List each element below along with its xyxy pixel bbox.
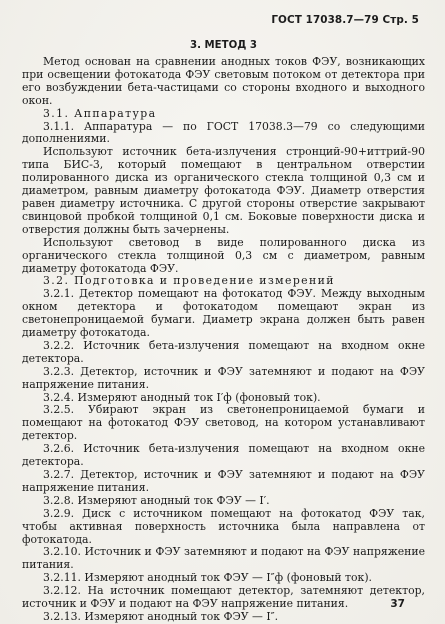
paragraph-3-2-3: 3.2.3. Детектор, источник и ФЭУ затемняют и подают на ФЭУ напряжение питания. [22,364,425,391]
paragraph-3-2-5: 3.2.5. Убирают экран из светонепроницаемой бумаги и помещают на фотокатод ФЭУ световод, на котором устанавливают детектор. [22,403,425,443]
paragraph-source-description: Используют источник бета-излучения стронций-90+иттрий-90 типа БИС-3, который помещают в центральном отверстии полированного диска из органического стекла толщиной 0,3 см и диаметром, равным диаметру фотокатода ФЭУ. Диаметр отверстия равен диаметру источника. С другой стороны отверстие закрывают свинцовой пробкой толщиной 0,1 см. Боковые поверхности диска и отверстия должны быть зачернены. [22,145,425,236]
section-title: 3. МЕТОД 3 [190,40,257,51]
body-text [22,56,425,624]
paragraph-3-2-1: 3.2.1. Детектор помещают на фотокатод ФЭУ. Между выходным окном детектора и фотокатодом помещают экран из светонепроницаемой бумаги. Диаметр экрана должен быть равен диаметру фотокатода. [22,287,425,340]
subsection-heading-apparatus: 3.1. Аппаратура [43,106,157,120]
paragraph-3-2-13: 3.2.13. Измеряют анодный ток ФЭУ — I″. [43,609,279,623]
paragraph-3-2-2: 3.2.2. Источник бета-излучения помещают на входном окне детектора. [22,338,425,365]
paragraph-3-2-8: 3.2.8. Измеряют анодный ток ФЭУ — I′. [43,493,270,507]
paragraph-3-2-11: 3.2.11. Измеряют анодный ток ФЭУ — I″ф (фоновый ток). [43,571,372,585]
paragraph-3-2-12: 3.2.12. На источник помещают детектор, затемняют детектор, источник и ФЭУ и подают на ФЭУ напряжение питания. [22,584,425,611]
paragraph-3-2-4: 3.2.4. Измеряют анодный ток I′ф (фоновый ток). [43,390,321,404]
page-header: ГОСТ 17038.7—79 Стр. 5 [271,14,419,26]
paragraph-3-2-6: 3.2.6. Источник бета-излучения помещают на входном окне детектора. [22,442,425,469]
paragraph-3-2-9: 3.2.9. Диск с источником помещают на фотокатод ФЭУ так, чтобы активная поверхность источника была направлена от фотокатода. [22,506,425,546]
paragraph-light-guide: Используют световод в виде полированного диска из органического стекла толщиной 0,3 см с диаметром, равным диаметру фотокатода ФЭУ. [22,235,425,275]
subsection-heading-preparation: 3.2. Подготовка и проведение измерений [43,274,335,288]
paragraph-3-2-10: 3.2.10. Источник и ФЭУ затемняют и подают на ФЭУ напряжение питания. [22,545,425,572]
intro-paragraph: Метод основан на сравнении анодных токов ФЭУ, возникающих при освещении фотокатода ФЭУ световым потоком от детектора при его возбуждении бета-частицами со стороны входного и выходного окон. [22,55,425,107]
paragraph-3-2-7: 3.2.7. Детектор, источник и ФЭУ затемняют и подают на ФЭУ напряжение питания. [22,468,425,494]
page-number: 37 [390,598,405,610]
paragraph-3-1-1: 3.1.1. Аппаратура — по ГОСТ 17038.3—79 со следующими дополнениями. [22,119,425,146]
